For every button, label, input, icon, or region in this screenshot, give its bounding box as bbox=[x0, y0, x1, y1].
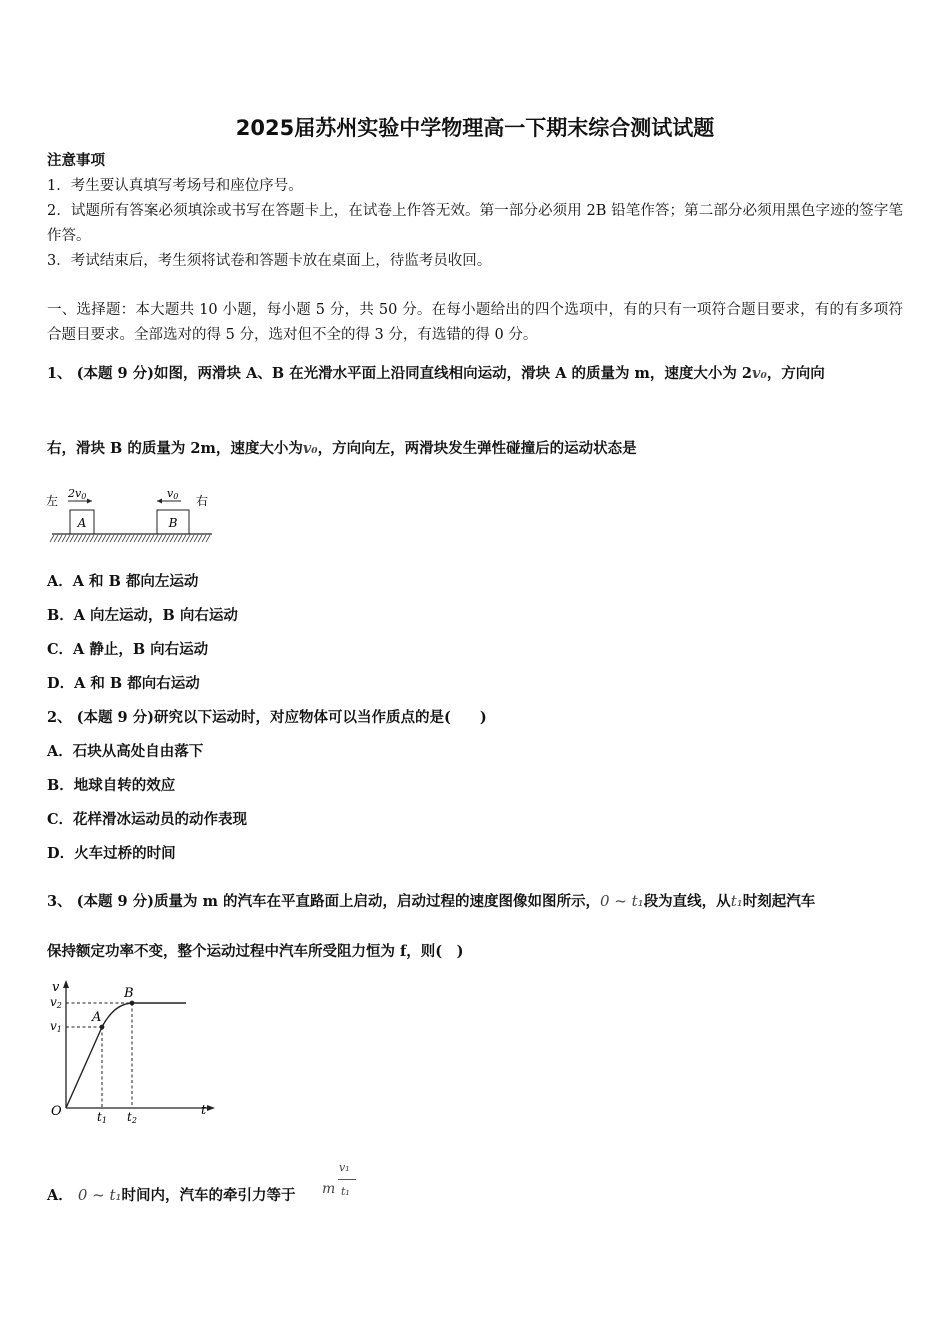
hatch-stroke bbox=[130, 535, 134, 542]
hatch-stroke bbox=[142, 535, 146, 542]
q3-text-a: 3、 (本题 9 分)质量为 m 的汽车在平直路面上启动，启动过程的速度图像如图所示， bbox=[47, 893, 600, 910]
origin-label: O bbox=[51, 1104, 62, 1119]
velocity-curve bbox=[66, 1003, 186, 1108]
q3-option-a-interval: 0 ~ t₁ bbox=[77, 1186, 122, 1204]
q3-text-c: 时刻起汽车 bbox=[742, 893, 816, 910]
hatch-stroke bbox=[202, 535, 206, 542]
arrow-a-head bbox=[87, 499, 92, 504]
point-a bbox=[100, 1025, 105, 1030]
q1-text-d: ，方向向左，两滑块发生弹性碰撞后的运动状态是 bbox=[317, 440, 637, 457]
hatch-stroke bbox=[58, 535, 62, 542]
formula-numerator: v₁ bbox=[339, 1161, 350, 1174]
q3-math-t1: t₁ bbox=[730, 892, 743, 910]
hatch-stroke bbox=[162, 535, 166, 542]
hatch-stroke bbox=[158, 535, 162, 542]
q3-option-a-label: A． bbox=[47, 1187, 73, 1204]
t-axis-label: t bbox=[201, 1103, 207, 1118]
vb-label: v0 bbox=[167, 487, 179, 501]
hatch-stroke bbox=[150, 535, 154, 542]
q3-velocity-time-graph bbox=[44, 978, 224, 1123]
fraction-bar bbox=[338, 1179, 356, 1180]
hatch-stroke bbox=[174, 535, 178, 542]
formula-denominator: t₁ bbox=[341, 1185, 350, 1198]
arrow-b-head bbox=[157, 499, 162, 504]
hatch-stroke bbox=[50, 535, 54, 542]
hatch-stroke bbox=[198, 535, 202, 542]
q1-option-d[interactable]: D．A 和 B 都向右运动 bbox=[47, 675, 200, 692]
q3-text-b: 段为直线，从 bbox=[643, 893, 731, 910]
ground-hatch bbox=[50, 535, 210, 542]
q1-text-c: 右，滑块 B 的质量为 2m，速度大小为 bbox=[47, 440, 303, 457]
v-axis-arrow bbox=[63, 980, 69, 988]
hatch-stroke bbox=[110, 535, 114, 542]
q1-option-a[interactable]: A．A 和 B 都向左运动 bbox=[47, 573, 199, 590]
q3-stem-line2: 保持额定功率不变，整个运动过程中汽车所受阻力恒为 f，则( ) bbox=[47, 943, 464, 960]
q2-option-c[interactable]: C．花样滑冰运动员的动作表现 bbox=[47, 811, 248, 828]
hatch-stroke bbox=[170, 535, 174, 542]
hatch-stroke bbox=[102, 535, 106, 542]
hatch-stroke bbox=[66, 535, 70, 542]
hatch-stroke bbox=[82, 535, 86, 542]
q3-option-a-text: 时间内，汽车的牵引力等于 bbox=[121, 1187, 296, 1204]
hatch-stroke bbox=[146, 535, 150, 542]
q1-option-b[interactable]: B．A 向左运动，B 向右运动 bbox=[47, 607, 238, 624]
v2-label: v2 bbox=[50, 995, 62, 1010]
hatch-stroke bbox=[122, 535, 126, 542]
hatch-stroke bbox=[178, 535, 182, 542]
hatch-stroke bbox=[86, 535, 90, 542]
point-a-label: A bbox=[92, 1010, 102, 1025]
hatch-stroke bbox=[62, 535, 66, 542]
hatch-stroke bbox=[118, 535, 122, 542]
hatch-stroke bbox=[134, 535, 138, 542]
hatch-stroke bbox=[98, 535, 102, 542]
va-label: 2v0 bbox=[68, 487, 87, 501]
hatch-stroke bbox=[114, 535, 118, 542]
hatch-stroke bbox=[106, 535, 110, 542]
left-label: 左 bbox=[46, 494, 59, 508]
hatch-stroke bbox=[94, 535, 98, 542]
notice-item-2: 2．试题所有答案必须填涂或书写在答题卡上，在试卷上作答无效。第一部分必须用 2B 铅笔作答；第二部分必须用黑色字迹的签字笔作答。 bbox=[47, 203, 903, 244]
hatch-stroke bbox=[194, 535, 198, 542]
q1-collision-figure bbox=[44, 482, 219, 548]
hatch-stroke bbox=[70, 535, 74, 542]
hatch-stroke bbox=[78, 535, 82, 542]
hatch-stroke bbox=[186, 535, 190, 542]
page-title: 2025届苏州实验中学物理高一下期末综合测试试题 bbox=[235, 116, 715, 140]
v1-label: v1 bbox=[50, 1019, 62, 1034]
hatch-stroke bbox=[54, 535, 58, 542]
q1-symbol-v0-b: v₀ bbox=[302, 440, 318, 457]
section-1-instructions: 一、选择题：本大题共 10 小题，每小题 5 分，共 50 分。在每小题给出的四个选项中，有的只有一项符合题目要求，有的有多项符合题目要求。全部选对的得 5 分，选对但不全的得 3 分，有选错的得 0 分。 bbox=[47, 302, 903, 343]
hatch-stroke bbox=[190, 535, 194, 542]
t2-label: t2 bbox=[127, 1110, 137, 1123]
q2-option-d[interactable]: D．火车过桥的时间 bbox=[47, 845, 176, 862]
notice-heading: 注意事项 bbox=[47, 152, 105, 169]
q3-option-a[interactable] bbox=[47, 1183, 296, 1208]
q1-stem-line1 bbox=[47, 362, 825, 386]
hatch-stroke bbox=[90, 535, 94, 542]
hatch-stroke bbox=[166, 535, 170, 542]
q1-stem-line2 bbox=[47, 437, 637, 461]
point-b-label: B bbox=[124, 986, 134, 1001]
q2-option-a[interactable]: A．石块从高处自由落下 bbox=[47, 743, 204, 760]
q2-option-b[interactable]: B．地球自转的效应 bbox=[47, 777, 176, 794]
block-a-label: A bbox=[77, 516, 87, 530]
q1-symbol-v0: v₀ bbox=[752, 365, 767, 382]
hatch-stroke bbox=[74, 535, 78, 542]
q3-math-interval: 0 ~ t₁ bbox=[599, 892, 644, 910]
hatch-stroke bbox=[206, 535, 210, 542]
q2-stem: 2、 (本题 9 分)研究以下运动时，对应物体可以当作质点的是( ) bbox=[47, 709, 487, 726]
q1-text-b: ，方向向 bbox=[766, 365, 825, 382]
q3-stem-line1 bbox=[47, 889, 815, 914]
hatch-stroke bbox=[126, 535, 130, 542]
point-b bbox=[130, 1001, 135, 1006]
notice-item-1: 1．考生要认真填写考场号和座位序号。 bbox=[47, 178, 303, 194]
right-label: 右 bbox=[196, 494, 209, 508]
formula-m: m bbox=[322, 1181, 336, 1197]
notice-item-3: 3．考试结束后，考生须将试卷和答题卡放在桌面上，待监考员收回。 bbox=[47, 253, 492, 269]
hatch-stroke bbox=[138, 535, 142, 542]
q1-text-a: 1、 (本题 9 分)如图，两滑块 A、B 在光滑水平面上沿同直线相向运动，滑块 A 的质量为 m，速度大小为 2 bbox=[47, 365, 753, 382]
block-b-label: B bbox=[168, 516, 178, 530]
v-axis-label: v bbox=[52, 980, 60, 995]
t1-label: t1 bbox=[97, 1110, 107, 1123]
q1-option-c[interactable]: C．A 静止，B 向右运动 bbox=[47, 641, 209, 658]
hatch-stroke bbox=[182, 535, 186, 542]
hatch-stroke bbox=[154, 535, 158, 542]
t-axis-arrow bbox=[207, 1105, 215, 1111]
